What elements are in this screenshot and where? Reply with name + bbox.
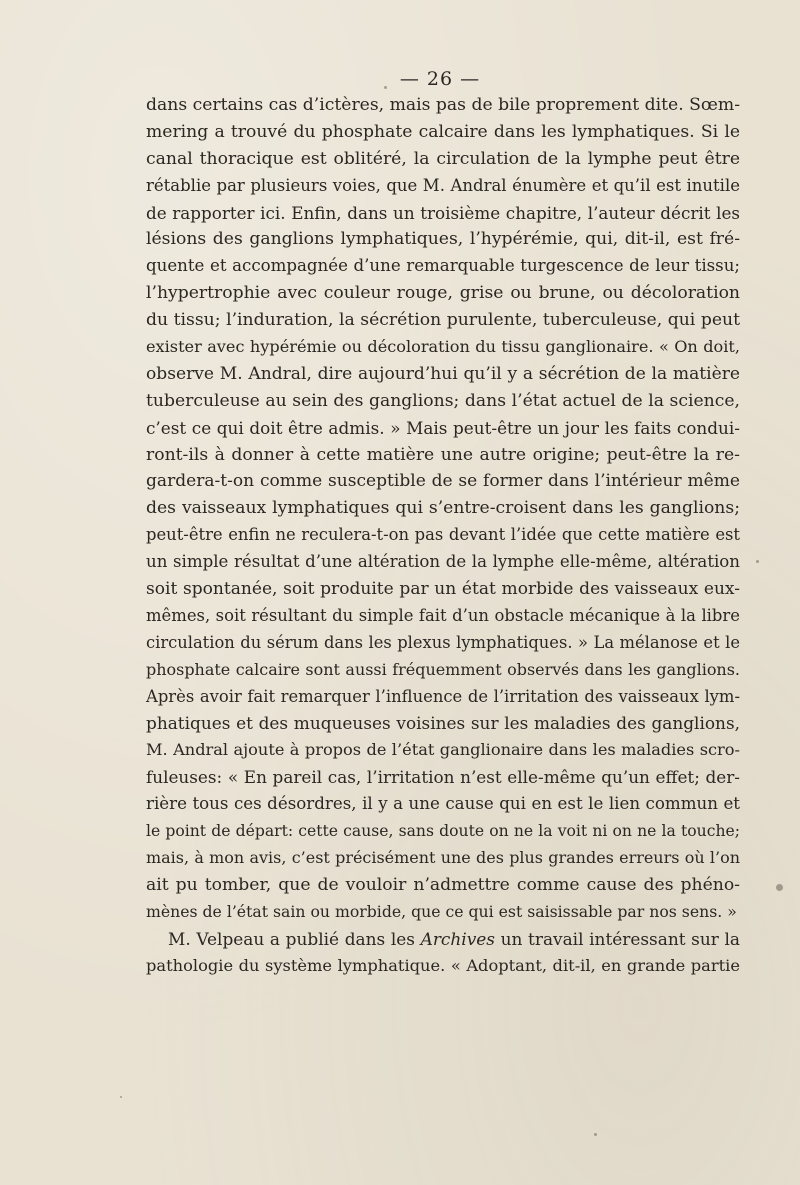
paper-speck xyxy=(120,1096,122,1098)
text-line: mering a trouvé du phosphate calcaire dans les lymphatiques. Si le xyxy=(146,121,740,142)
text-line: le point de départ: cette cause, sans doute on ne la voit ni on ne la touche; xyxy=(146,822,740,841)
text-line: ait pu tomber, que de vouloir n’admettre comme cause des phéno- xyxy=(146,874,740,895)
body-text xyxy=(146,92,740,979)
paper-speck xyxy=(756,560,759,563)
text-segment: M. Velpeau a publié dans les xyxy=(168,928,421,949)
text-line: tuberculeuse au sein des ganglions; dans l’état actuel de la science, xyxy=(146,390,740,411)
text-line: peut-être enfin ne reculera-t-on pas devant l’idée que cette matière est xyxy=(146,525,740,545)
text-line: rétablie par plusieurs voies, que M. Andral énumère et qu’il est inutile xyxy=(146,175,740,195)
text-line: exister avec hypérémie ou décoloration du tissu ganglionaire. « On doit, xyxy=(146,337,740,357)
text-line: pathologie du système lymphatique. « Adoptant, dit-il, en grande partie xyxy=(146,955,740,975)
page-number: — 26 — xyxy=(399,68,481,90)
journal-title: Archives xyxy=(420,928,495,949)
text-line: lésions des ganglions lymphatiques, l’hypérémie, qui, dit-il, est fré- xyxy=(146,229,740,250)
text-line: circulation du sérum dans les plexus lymphatiques. » La mélanose et le xyxy=(146,632,740,652)
text-line: mêmes, soit résultant du simple fait d’un obstacle mécanique à la libre xyxy=(146,605,740,625)
text-line: ront-ils à donner à cette matière une autre origine; peut-être la re- xyxy=(146,444,740,465)
text-line: du tissu; l’induration, la sécrétion purulente, tuberculeuse, qui peut xyxy=(146,310,740,331)
text-line: quente et accompagnée d’une remarquable turgescence de leur tissu; xyxy=(146,256,740,276)
text-line: M. Andral ajoute à propos de l’état ganglionaire dans les maladies scro- xyxy=(146,740,740,760)
text-line: canal thoracique est oblitéré, la circulation de la lymphe peut être xyxy=(146,148,740,169)
paper-speck xyxy=(776,884,783,891)
paragraph-1 xyxy=(146,92,740,926)
text-line: un simple résultat d’une altération de la lymphe elle-même, altération xyxy=(146,552,740,572)
text-line: phosphate calcaire sont aussi fréquemment observés dans les ganglions. xyxy=(146,659,740,679)
paper-speck xyxy=(384,86,387,89)
text-line: de rapporter ici. Enfin, dans un troisième chapitre, l’auteur décrit les xyxy=(146,202,740,223)
paper-speck xyxy=(594,1133,597,1136)
text-line: mènes de l’état sain ou morbide, que ce qui est saisissable par nos sens. » xyxy=(146,901,737,921)
text-line: des vaisseaux lymphatiques qui s’entre-croisent dans les ganglions; xyxy=(146,498,740,519)
text-line: dans certains cas d’ictères, mais pas de bile proprement dite. Sœm- xyxy=(146,95,740,115)
text-line: mais, à mon avis, c’est précisément une des plus grandes erreurs où l’on xyxy=(146,847,740,867)
text-line: gardera-t-on comme susceptible de se former dans l’intérieur même xyxy=(146,471,740,492)
text-line xyxy=(146,926,740,953)
text-line: l’hypertrophie avec couleur rouge, grise ou brune, ou décoloration xyxy=(146,283,740,304)
paragraph-2 xyxy=(146,926,740,980)
text-line: rière tous ces désordres, il y a une cause qui en est le lien commun et xyxy=(146,794,740,814)
text-line: c’est ce qui doit être admis. » Mais peut-être un jour les faits condui- xyxy=(146,417,740,438)
text-line: observe M. Andral, dire aujourd’hui qu’il y a sécrétion de la matière xyxy=(146,363,740,384)
text-line: soit spontanée, soit produite par un état morbide des vaisseaux eux- xyxy=(146,579,740,600)
text-line: fuleuses: « En pareil cas, l’irritation n’est elle-même qu’un effet; der- xyxy=(146,767,740,788)
text-line: Après avoir fait remarquer l’influence de l’irritation des vaisseaux lym- xyxy=(146,686,740,706)
text-segment: un travail intéressant sur la xyxy=(494,928,740,949)
text-line: phatiques et des muqueuses voisines sur les maladies des ganglions, xyxy=(146,713,740,734)
